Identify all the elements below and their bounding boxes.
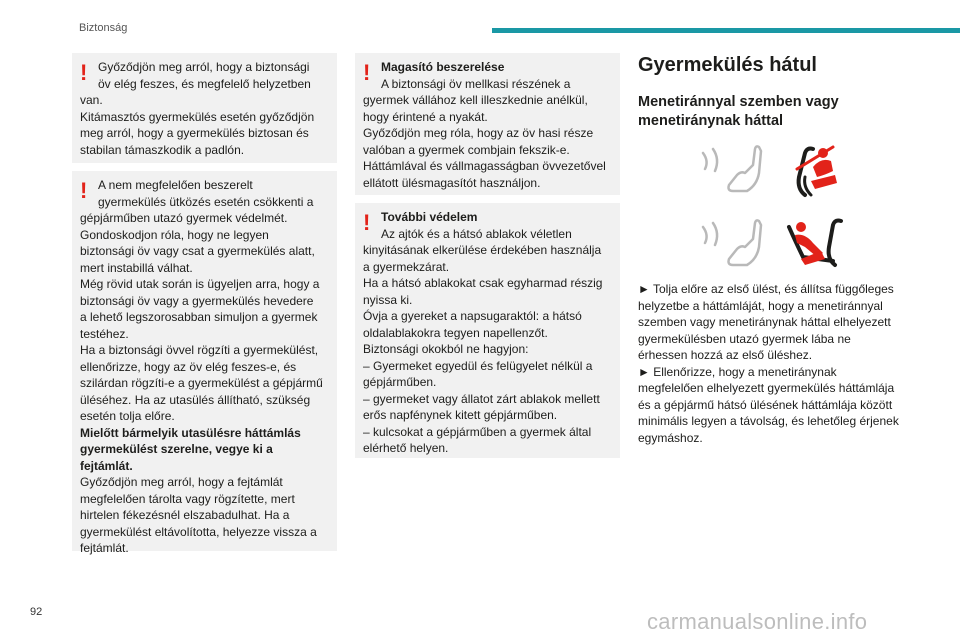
body-line: gyermekülésben utazó gyermek lába ne bbox=[638, 331, 851, 346]
box4-line: – kulcsokat a gépjárműben a gyermek által bbox=[363, 424, 592, 439]
box3-line: Győződjön meg róla, hogy az öv hasi része bbox=[363, 126, 594, 140]
section-subtitle bbox=[638, 93, 888, 130]
box2-line: fejtámlát. bbox=[80, 541, 129, 555]
box2-line: üléséhez. Ha az utasülés állítható, szükség bbox=[80, 392, 311, 407]
box2-bold-line: gyermekülést szerelne, vegye ki a bbox=[80, 442, 273, 456]
box1-line: stabilan támaszkodik a padlón. bbox=[80, 142, 245, 157]
box1-line: van. bbox=[80, 93, 103, 107]
box4-line: a gyermekzárat. bbox=[363, 259, 450, 274]
box2-line: mert instabillá válhat. bbox=[80, 260, 193, 275]
warning-icon: ! bbox=[80, 60, 88, 85]
body-line: szemben vagy menetiránynak háttal elhelyezett bbox=[638, 315, 891, 329]
box4-line: Ha a hátsó ablakokat csak egyharmad részig bbox=[363, 276, 603, 290]
box2-line: biztonsági öv vagy csat a gyermekülés alatt, bbox=[80, 244, 315, 258]
body-line: megfelelően elhelyezett gyermekülés háttámlája bbox=[638, 381, 895, 395]
box2-line: hirtelen fékezésnél elszabadulhat. Ha a bbox=[80, 508, 290, 522]
box2-line: megfelelően tárolta vagy rögzítette, mert bbox=[80, 491, 295, 506]
box2-line: Győződjön meg arról, hogy a fejtámlát bbox=[80, 475, 283, 489]
box3-line: ellátott ülésmagasítót használjon. bbox=[363, 175, 541, 190]
box4-line: oldalablakokra tegyen napellenzőt. bbox=[363, 325, 548, 340]
box4-line: nyissa ki. bbox=[363, 292, 413, 307]
page-number: 92 bbox=[30, 606, 43, 618]
warning-box-installation bbox=[72, 171, 337, 555]
body-line: minimális legyen a távolság, és lehetőleg érjenek bbox=[638, 414, 899, 428]
warning-icon: ! bbox=[80, 178, 88, 203]
box2-bold-line: Mielőtt bármelyik utasülésre háttámlás bbox=[80, 425, 301, 440]
box2-line: Ha a biztonsági övvel rögzíti a gyermekülést, bbox=[80, 343, 319, 357]
box4-title: További védelem bbox=[381, 210, 478, 224]
box2-line: testéhez. bbox=[80, 326, 129, 341]
warning-box-belt-tension bbox=[72, 53, 337, 163]
box4-line: erős napfénynek kitett gépjárműben. bbox=[363, 408, 558, 422]
box1-line: meg arról, hogy a gyermekülés biztosan és bbox=[80, 126, 309, 140]
box2-line: gyermekülést eltávolította, helyezze vissza a bbox=[80, 524, 317, 539]
warning-icon: ! bbox=[363, 60, 371, 85]
box4-line: Biztonsági okokból ne hagyjon: bbox=[363, 342, 529, 356]
body-line: ► Ellenőrizze, hogy a menetiránynak bbox=[638, 364, 837, 379]
warning-box-extra-protection bbox=[355, 203, 620, 458]
body-line: egymáshoz. bbox=[638, 430, 703, 445]
subtitle-line: Menetiránnyal szemben vagy bbox=[638, 94, 839, 110]
box2-line: gyermekülés ütközés esetén csökkenti a bbox=[98, 194, 314, 209]
box3-line: Háttámlával és vállmagasságban övvezetővel bbox=[363, 159, 606, 173]
box3-line: hogy érintené a nyakát. bbox=[363, 109, 488, 124]
rear-facing-child-seat-icon bbox=[693, 215, 853, 270]
box3-line: valóban a gyermek combjain fekszik-e. bbox=[363, 142, 570, 157]
watermark: carmanualsonline.info bbox=[647, 609, 868, 634]
box2-line: esetén tolja előre. bbox=[80, 409, 175, 423]
forward-facing-child-seat-icon bbox=[693, 143, 853, 198]
box4-line: Az ajtók és a hátsó ablakok véletlen bbox=[381, 226, 572, 241]
box4-line: Óvja a gyereket a napsugaraktól: a hátsó bbox=[363, 309, 582, 323]
box2-line: Még rövid utak során is ügyeljen arra, hogy a bbox=[80, 277, 320, 291]
box1-line: Kitámasztós gyermekülés esetén győződjön bbox=[80, 109, 315, 124]
box2-line: ellenőrizze, hogy az öv elég feszes-e, és bbox=[80, 359, 297, 374]
box2-line: Gondoskodjon róla, hogy ne legyen bbox=[80, 227, 269, 242]
box2-line: gépjárműben utazó gyermek védelmét. bbox=[80, 211, 288, 225]
section-title: Gyermekülés hátul bbox=[638, 54, 817, 76]
box4-line: – gyermeket vagy állatot zárt ablakok mellett bbox=[363, 391, 600, 406]
box4-line: gépjárműben. bbox=[363, 375, 437, 389]
subtitle-line: menetiránynak háttal bbox=[638, 112, 784, 129]
box4-line: – Gyermeket egyedül és felügyelet nélkül a bbox=[363, 358, 593, 373]
header-accent-bar bbox=[492, 28, 960, 33]
section-label: Biztonság bbox=[79, 22, 128, 34]
box3-line: gyermek vállához kell illeszkednie anélkül, bbox=[363, 93, 588, 107]
box2-line: a lehető legszorosabban simuljon a gyermek bbox=[80, 310, 318, 324]
box3-line: A biztonsági öv mellkasi részének a bbox=[381, 76, 571, 91]
body-line: és a gépjármű hátsó ülésének háttámlája között bbox=[638, 397, 893, 412]
body-line: érhessen hozzá az első üléshez. bbox=[638, 348, 813, 362]
box4-line: kinyitásának elkerülése érdekében használja bbox=[363, 243, 602, 257]
box3-title: Magasító beszerelése bbox=[381, 60, 505, 74]
box2-bold-line: fejtámlát. bbox=[80, 458, 133, 473]
box1-line: öv elég feszes, és megfelelő helyzetben bbox=[98, 76, 311, 91]
warning-icon: ! bbox=[363, 210, 371, 235]
box2-line: biztonsági öv vagy a gyermekülés hevedere bbox=[80, 293, 314, 308]
box2-line: szilárdan rögzíti-e a gyermekülést a gépjármű bbox=[80, 376, 323, 390]
box2-line: A nem megfelelően beszerelt bbox=[98, 178, 253, 192]
box1-line: Győződjön meg arról, hogy a biztonsági bbox=[98, 60, 310, 74]
body-line: helyzetbe a háttámláját, hogy a menetiránnyal bbox=[638, 298, 883, 313]
body-line: ► Tolja előre az első ülést, és állítsa függőleges bbox=[638, 282, 894, 296]
box4-line: elérhető helyen. bbox=[363, 441, 449, 455]
warning-box-booster bbox=[355, 53, 620, 195]
instructions-text bbox=[638, 281, 908, 446]
